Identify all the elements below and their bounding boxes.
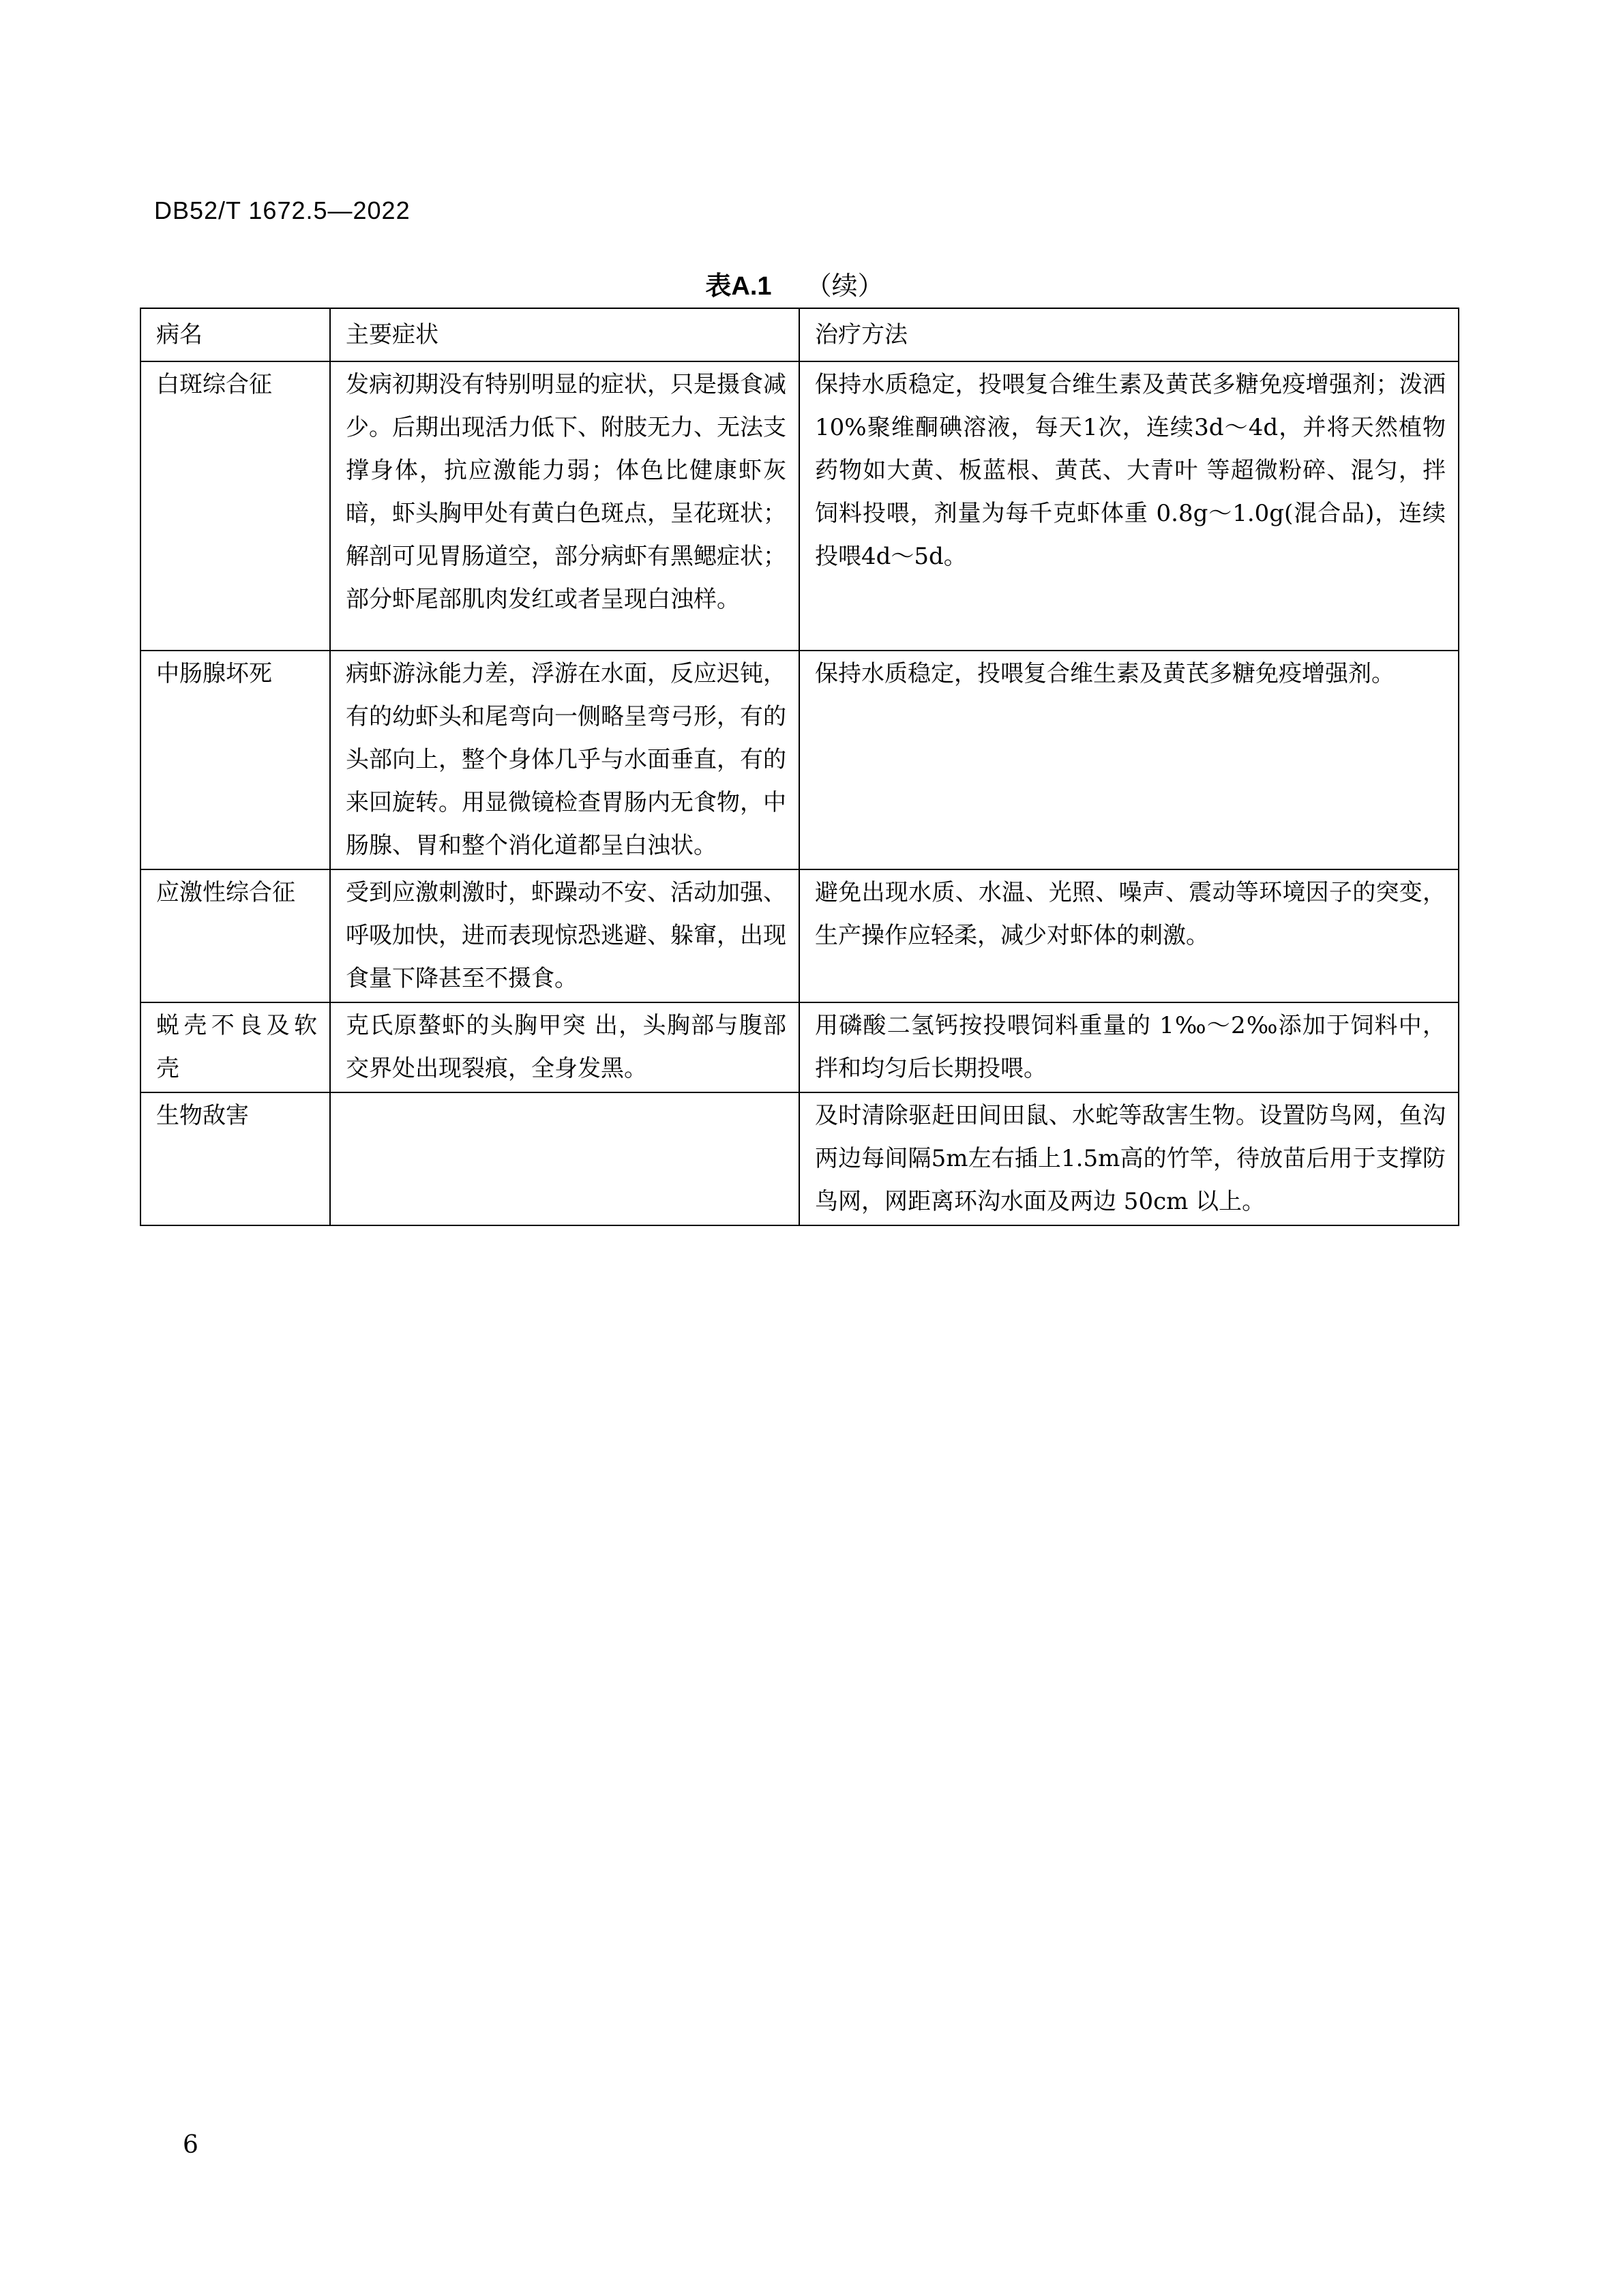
page-number: 6 bbox=[183, 2131, 198, 2159]
disease-name-cell: 蜕壳不良及软壳 bbox=[140, 1002, 330, 1092]
disease-name-cell: 中肠腺坏死 bbox=[140, 651, 330, 869]
symptoms-cell: 发病初期没有特别明显的症状，只是摄食减少。后期出现活力低下、附肢无力、无法支撑身体，抗应激能力弱；体色比健康虾灰暗，虾头胸甲处有黄白色斑点，呈花斑状；解剖可见胃肠道空，部分病虾有黑鳃症状；部分虾尾部肌肉发红或者呈现白浊样。 bbox=[330, 361, 799, 651]
symptoms-cell: 病虾游泳能力差，浮游在水面，反应迟钝，有的幼虾头和尾弯向一侧略呈弯弓形，有的头部向上，整个身体几乎与水面垂直，有的来回旋转。用显微镜检查胃肠内无食物，中肠腺、胃和整个消化道都呈白浊状。 bbox=[330, 651, 799, 869]
table-row bbox=[140, 869, 1459, 1002]
column-header-disease-name: 病名 bbox=[140, 308, 330, 361]
disease-name-cell: 白斑综合征 bbox=[140, 361, 330, 651]
table-row bbox=[140, 651, 1459, 869]
table-caption bbox=[0, 265, 1589, 302]
table-row bbox=[140, 1002, 1459, 1092]
symptoms-cell: 受到应激刺激时，虾躁动不安、活动加强、呼吸加快，进而表现惊恐逃避、躲窜，出现食量下降甚至不摄食。 bbox=[330, 869, 799, 1002]
document-id: DB52/T 1672.5—2022 bbox=[154, 196, 411, 224]
treatment-cell: 用磷酸二氢钙按投喂饲料重量的 1‰～2‰添加于饲料中，拌和均匀后长期投喂。 bbox=[799, 1002, 1459, 1092]
treatment-cell: 及时清除驱赶田间田鼠、水蛇等敌害生物。设置防鸟网，鱼沟两边每间隔5m左右插上1.5m高的竹竿，待放苗后用于支撑防鸟网，网距离环沟水面及两边 50cm 以上。 bbox=[799, 1092, 1459, 1225]
treatment-cell: 保持水质稳定，投喂复合维生素及黄芪多糖免疫增强剂。 bbox=[799, 651, 1459, 869]
disease-name-cell: 应激性综合征 bbox=[140, 869, 330, 1002]
treatment-cell: 避免出现水质、水温、光照、噪声、震动等环境因子的突变，生产操作应轻柔，减少对虾体的刺激。 bbox=[799, 869, 1459, 1002]
table-row bbox=[140, 1092, 1459, 1225]
symptoms-cell bbox=[330, 1092, 799, 1225]
table-number: 表A.1 bbox=[705, 272, 772, 301]
disease-table bbox=[140, 308, 1459, 1226]
table-row bbox=[140, 361, 1459, 651]
table-header-row bbox=[140, 308, 1459, 361]
table-continued-label: （续） bbox=[805, 271, 884, 301]
treatment-cell: 保持水质稳定，投喂复合维生素及黄芪多糖免疫增强剂；泼洒10%聚维酮碘溶液，每天1次，连续3d～4d，并将天然植物药物如大黄、板蓝根、黄芪、大青叶 等超微粉碎、混匀，拌饲料投喂，剂量为每千克虾体重 0.8g～1.0g(混合品)，连续投喂4d～5d。 bbox=[799, 361, 1459, 651]
column-header-treatment: 治疗方法 bbox=[799, 308, 1459, 361]
disease-name-cell: 生物敌害 bbox=[140, 1092, 330, 1225]
column-header-symptoms: 主要症状 bbox=[330, 308, 799, 361]
symptoms-cell: 克氏原螯虾的头胸甲突 出，头胸部与腹部交界处出现裂痕，全身发黑。 bbox=[330, 1002, 799, 1092]
